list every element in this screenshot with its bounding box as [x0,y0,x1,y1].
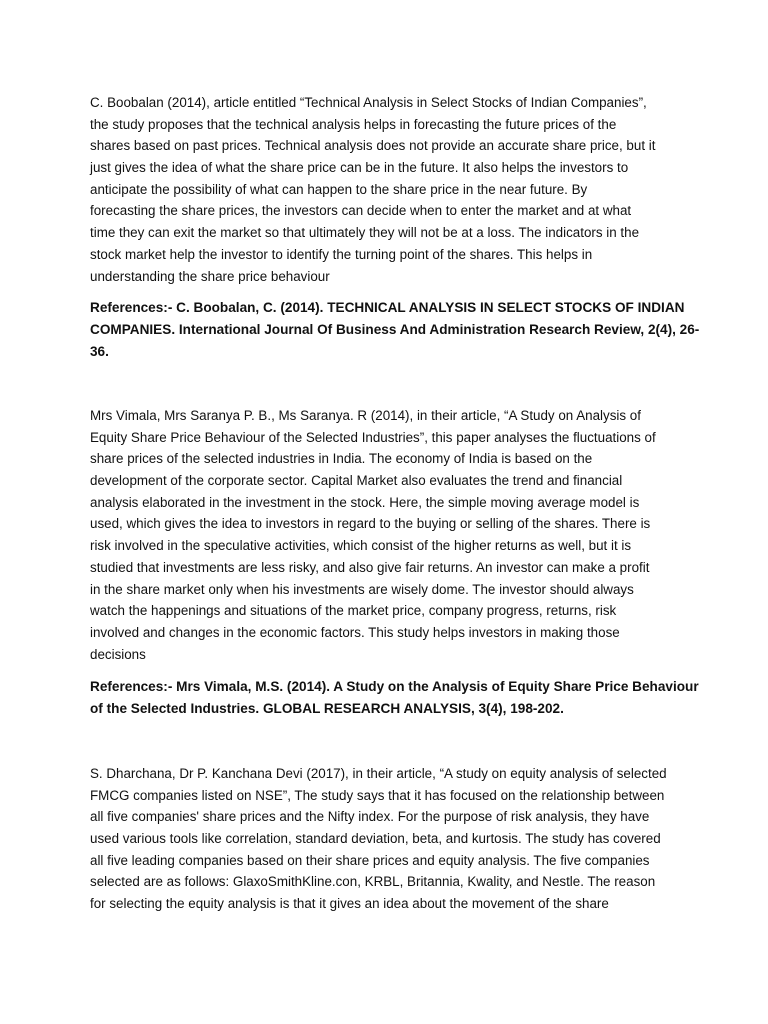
text-line: stock market help the investor to identify the turning point of the shares. This helps in [90,246,593,262]
text-line: involved and changes in the economic factors. This study helps investors in making those [90,624,620,640]
reference-line: References:- C. Boobalan, C. (2014). TECHNICAL ANALYSIS IN SELECT STOCKS OF INDIAN [90,300,685,315]
text-line: decisions [90,646,146,662]
text-line: time they can exit the market so that ultimately they will not be at a loss. The indicators in the [90,225,640,241]
text-line: just gives the idea of what the share price can be in the future. It also helps the investors to [90,160,629,176]
text-line: understanding the share price behaviour [90,268,330,284]
text-line: all five companies' share prices and the Nifty index. For the purpose of risk analysis, they have [90,809,650,825]
text-line: S. Dharchana, Dr P. Kanchana Devi (2017), in their article, “A study on equity analysis of selected [90,766,667,781]
text-line: Mrs Vimala, Mrs Saranya P. B., Ms Saranya. R (2014), in their article, “A Study on Analysis of [90,408,641,423]
text-line: C. Boobalan (2014), article entitled “Technical Analysis in Select Stocks of Indian Companies”, [90,95,647,110]
paragraph-vimala [90,405,690,665]
text-line: used various tools like correlation, standard deviation, beta, and kurtosis. The study has covered [90,831,661,847]
text-line: studied that investments are less risky, and also give fair returns. An investor can make a profit [90,559,650,575]
text-line: FMCG companies listed on NSE”, The study says that it has focused on the relationship between [90,787,665,803]
text-line: anticipate the possibility of what can happen to the share price in the near future. By [90,181,588,197]
text-line: shares based on past prices. Technical analysis does not provide an accurate share price, but it [90,138,656,154]
reference-line: COMPANIES. International Journal Of Business And Administration Research Review, 2(4), 26- [90,322,700,337]
text-line: forecasting the share prices, the investors can decide when to enter the market and at what [90,203,632,219]
text-line: used, which gives the idea to investors in regard to the buying or selling of the shares. There is [90,516,651,532]
text-line: for selecting the equity analysis is that it gives an idea about the movement of the share [90,896,609,912]
text-line: share prices of the selected industries in India. The economy of India is based on the [90,451,593,467]
reference-line: 36. [90,344,109,359]
reference-vimala [90,676,699,720]
reference-line: of the Selected Industries. GLOBAL RESEARCH ANALYSIS, 3(4), 198-202. [90,701,564,716]
paragraph-dharchana [90,763,690,915]
text-line: all five leading companies based on their share prices and equity analysis. The five companies [90,852,650,868]
text-line: risk involved in the speculative activities, which consist of the higher returns as well, but it is [90,538,632,554]
text-line: analysis elaborated in the investment in the stock. Here, the simple moving average model is [90,494,640,510]
text-line: Equity Share Price Behaviour of the Selected Industries”, this paper analyses the fluctuations of [90,429,656,445]
reference-boobalan [90,297,700,363]
text-line: development of the corporate sector. Capital Market also evaluates the trend and financial [90,473,623,489]
paragraph-boobalan [90,92,690,287]
text-line: in the share market only when his investments are wisely dome. The investor should always [90,581,634,597]
reference-line: References:- Mrs Vimala, M.S. (2014). A Study on the Analysis of Equity Share Price Behaviour [90,679,699,694]
text-line: the study proposes that the technical analysis helps in forecasting the future prices of the [90,116,617,132]
text-line: selected are as follows: GlaxoSmithKline.con, KRBL, Britannia, Kwality, and Nestle. The reason [90,874,656,890]
text-line: watch the happenings and situations of the market price, company progress, returns, risk [90,603,617,619]
